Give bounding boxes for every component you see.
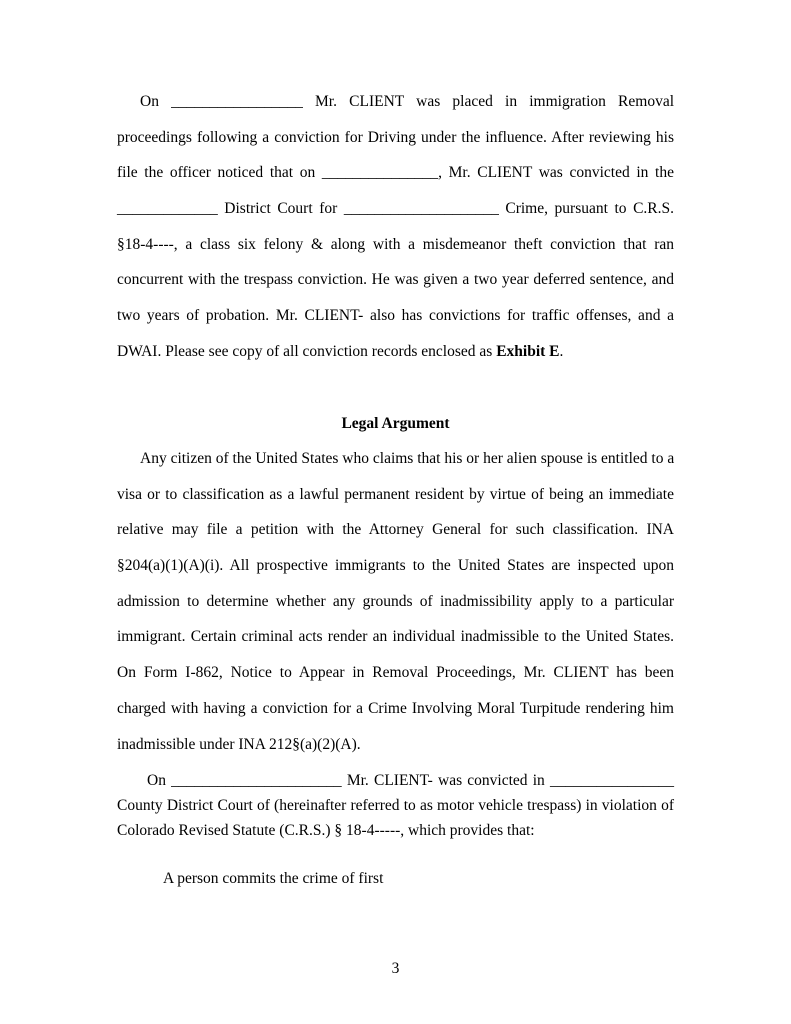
conviction-line: Colorado Revised Statute (C.R.S.) § 18-4-----, which provides that: (117, 822, 535, 839)
argument-line: admission to determine whether any grounds of inadmissibility apply to a particular (117, 592, 674, 610)
page-number: 3 (391, 960, 400, 977)
section-heading: Legal Argument (341, 415, 450, 432)
conviction-line: County District Court of (hereinafter referred to as motor vehicle trespass) in violation of (117, 797, 674, 814)
argument-line: inadmissible under INA 212§(a)(2)(A). (117, 735, 361, 753)
facts-last-suffix: . (559, 342, 564, 360)
facts-line: §18-4----, a class six felony & along with a misdemeanor theft conviction that ran (117, 235, 674, 253)
conviction-paragraph (117, 768, 674, 843)
facts-line-last (117, 334, 674, 370)
facts-line: file the officer noticed that on _______________, Mr. CLIENT was convicted in the (117, 164, 674, 182)
argument-line: On Form I-862, Notice to Appear in Removal Proceedings, Mr. CLIENT has been (117, 664, 674, 682)
exhibit-reference: Exhibit E (496, 342, 560, 360)
facts-last-prefix: DWAI. Please see copy of all conviction records enclosed as (117, 342, 497, 360)
argument-line: Any citizen of the United States who claims that his or her alien spouse is entitled to a (140, 450, 675, 467)
argument-paragraph (117, 441, 674, 762)
facts-paragraph (117, 84, 674, 370)
facts-line: On _________________ Mr. CLIENT was placed in immigration Removal (140, 93, 674, 110)
facts-line: two years of probation. Mr. CLIENT- also has convictions for traffic offenses, and a (117, 307, 674, 325)
statute-quote: A person commits the crime of first (163, 870, 384, 887)
facts-line: concurrent with the trespass conviction. He was given a two year deferred sentence, and (117, 271, 674, 289)
facts-line: proceedings following a conviction for Driving under the influence. After reviewing his (117, 128, 674, 146)
conviction-line: On ______________________ Mr. CLIENT- was convicted in ________________ (147, 772, 674, 789)
argument-line: immigrant. Certain criminal acts render an individual inadmissible to the United States. (117, 628, 674, 646)
argument-line: visa or to classification as a lawful permanent resident by virtue of being an immediate (117, 485, 674, 503)
argument-line: relative may file a petition with the Attorney General for such classification. INA (117, 521, 674, 539)
facts-line: _____________ District Court for ____________________ Crime, pursuant to C.R.S. (117, 200, 674, 218)
argument-line: §204(a)(1)(A)(i). All prospective immigrants to the United States are inspected upon (117, 557, 674, 575)
argument-line: charged with having a conviction for a Crime Involving Moral Turpitude rendering him (117, 699, 674, 717)
